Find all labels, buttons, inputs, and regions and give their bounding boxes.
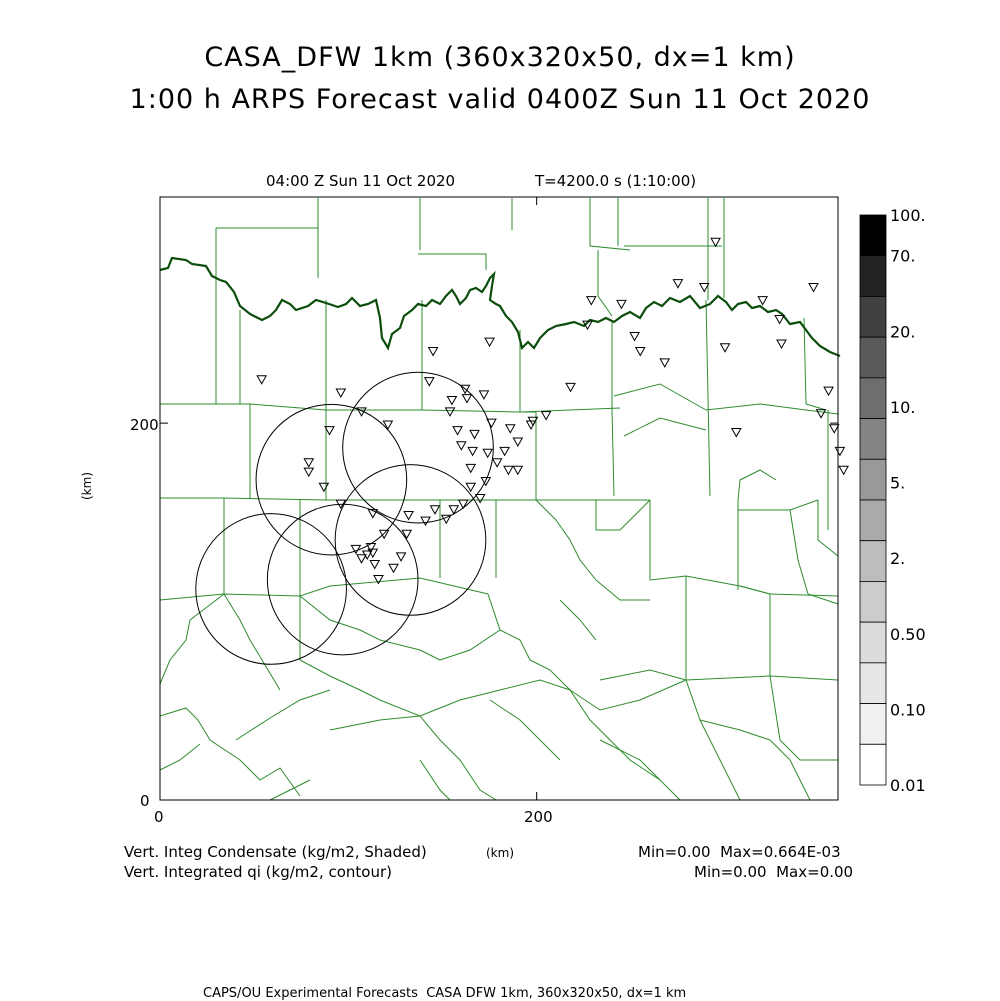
county-line (160, 744, 200, 770)
station-marker-icon (462, 395, 471, 403)
county-line (270, 780, 310, 800)
station-marker-icon (817, 410, 826, 418)
county-line (160, 578, 488, 600)
y-tick-0: 0 (140, 792, 150, 810)
county-line (706, 300, 710, 496)
colorbar-swatch (860, 581, 886, 622)
x-axis-unit: (km) (486, 846, 515, 860)
station-marker-icon (304, 459, 313, 467)
county-line (614, 384, 706, 410)
county-line (330, 716, 420, 730)
station-marker-icon (483, 449, 492, 457)
station-marker-icon (383, 421, 392, 429)
county-line (596, 580, 650, 600)
colorbar-swatch (860, 378, 886, 419)
station-marker-icon (429, 348, 438, 356)
integration-time-label: T=4200.0 s (1:10:00) (535, 172, 697, 190)
station-marker-icon (809, 283, 818, 291)
station-marker-icon (500, 447, 509, 455)
county-line (420, 760, 450, 800)
county-boundaries (160, 198, 838, 800)
county-line (224, 594, 280, 690)
station-marker-icon (485, 338, 494, 346)
colorbar-swatch (860, 256, 886, 297)
station-marker-icon (397, 553, 406, 561)
colorbar-swatch (860, 215, 886, 256)
station-marker-icon (835, 447, 844, 455)
radar-range-ring (335, 465, 486, 616)
colorbar-label: 10. (890, 397, 916, 417)
county-line (490, 700, 560, 760)
colorbar-swatch (860, 296, 886, 337)
colorbar-swatch (860, 663, 886, 704)
station-marker-icon (336, 389, 345, 397)
station-marker-icon (777, 340, 786, 348)
colorbar-swatch (860, 337, 886, 378)
station-marker-icon (430, 506, 439, 514)
x-tick-0: 0 (154, 808, 164, 826)
colorbar-label: 2. (890, 549, 906, 569)
station-marker-icon (660, 359, 669, 367)
county-line (300, 596, 440, 660)
colorbar-swatch (860, 704, 886, 745)
station-marker-icon (636, 348, 645, 356)
x-tick-200: 200 (524, 808, 553, 826)
shaded-field-stats: Min=0.00 Max=0.664E-03 (638, 843, 841, 861)
radar-range-ring (267, 504, 418, 655)
credit-line: CAPS/OU Experimental Forecasts CASA DFW 1km, 360x320x50, dx=1 km (203, 986, 687, 1001)
county-line (686, 576, 740, 800)
station-marker-icon (830, 425, 839, 433)
county-line (300, 660, 496, 800)
station-marker-icon (319, 483, 328, 491)
station-marker-icon (506, 425, 515, 433)
station-marker-icon (711, 238, 720, 246)
county-line (596, 500, 650, 530)
colorbar-swatch (860, 541, 886, 582)
station-marker-icon (476, 495, 485, 503)
county-line (624, 418, 706, 436)
county-line (600, 670, 686, 680)
county-line (418, 254, 486, 270)
station-marker-icon (421, 517, 430, 525)
station-marker-icon (673, 280, 682, 288)
station-marker-icon (404, 511, 413, 519)
county-line (160, 498, 650, 500)
colorbar-label: 100. (890, 206, 926, 225)
station-marker-icon (542, 412, 551, 420)
colorbar-label: 0.01 (890, 776, 926, 795)
county-line (160, 708, 300, 796)
station-marker-icon (839, 466, 848, 474)
station-marker-icon (389, 564, 398, 572)
station-marker-icon (493, 459, 502, 467)
radar-range-ring (196, 514, 347, 665)
county-line (560, 600, 596, 640)
station-marker-icon (513, 438, 522, 446)
county-line (790, 510, 808, 594)
colorbar-label: 70. (890, 246, 916, 266)
station-marker-icon (447, 397, 456, 405)
county-line (440, 630, 500, 660)
station-marker-icon (504, 466, 513, 474)
station-marker-icon (824, 387, 833, 395)
station-marker-icon (257, 376, 266, 384)
station-marker-icon (457, 442, 466, 450)
y-axis-unit: (km) (80, 471, 94, 500)
station-marker-icon (402, 530, 411, 538)
colorbar-swatch (860, 622, 886, 663)
station-marker-icon (466, 464, 475, 472)
county-line (240, 310, 250, 498)
county-line (236, 690, 330, 740)
station-marker-icon (366, 543, 375, 551)
station-marker-icon (368, 549, 377, 557)
station-marker-icon (470, 430, 479, 438)
county-line (420, 680, 570, 716)
station-marker-icon (479, 391, 488, 399)
station-marker-icon (304, 468, 313, 476)
station-marker-icon (566, 383, 575, 391)
county-line (520, 330, 536, 500)
colorbar-swatch (860, 744, 886, 785)
county-line (740, 586, 838, 596)
station-marker-icon (357, 555, 366, 563)
contour-field-stats: Min=0.00 Max=0.00 (694, 863, 854, 881)
county-line (700, 720, 770, 740)
shaded-field-label: Vert. Integ Condensate (kg/m2, Shaded) (124, 843, 427, 861)
county-line (216, 228, 318, 278)
station-marker-icon (446, 408, 455, 416)
colorbar-swatch (860, 459, 886, 500)
station-marker-icon (617, 300, 626, 308)
colorbar-label: 0.10 (890, 700, 926, 720)
county-line (686, 676, 838, 680)
colorbar-label: 0.50 (890, 624, 926, 644)
station-marker-icon (466, 483, 475, 491)
county-line (598, 250, 612, 316)
y-tick-200: 200 (130, 416, 159, 434)
station-marker-icon (732, 429, 741, 437)
oklahoma-texas-state-border (160, 258, 840, 356)
station-marker-icon (513, 466, 522, 474)
station-marker-icon (758, 297, 767, 305)
county-line (770, 740, 810, 800)
station-marker-icon (425, 378, 434, 386)
station-marker-icon (453, 427, 462, 435)
station-marker-icon (468, 447, 477, 455)
colorbar-label: 20. (890, 322, 916, 342)
station-marker-icon (721, 344, 730, 352)
station-marker-icon (587, 297, 596, 305)
county-line (738, 470, 776, 500)
station-marker-icon (630, 332, 639, 340)
station-marker-icon (700, 283, 709, 291)
valid-time-label: 04:00 Z Sun 11 Oct 2020 (266, 172, 456, 190)
plot-title-line1: CASA_DFW 1km (360x320x50, dx=1 km) (204, 42, 796, 73)
contour-field-label: Vert. Integrated qi (kg/m2, contour) (124, 863, 393, 881)
station-marker-icon (370, 560, 379, 568)
station-marker-icon (380, 530, 389, 538)
station-marker-icon (459, 500, 468, 508)
county-line (536, 500, 596, 580)
county-line (738, 500, 818, 510)
plot-title-line2: 1:00 h ARPS Forecast valid 0400Z Sun 11 Oct 2020 (129, 84, 871, 115)
county-line (650, 500, 770, 594)
colorbar (860, 206, 926, 795)
colorbar-swatch (860, 419, 886, 460)
colorbar-swatch (860, 500, 886, 541)
county-line (160, 404, 620, 412)
county-line (570, 680, 686, 710)
colorbar-label: 5. (890, 473, 906, 493)
county-line (590, 198, 630, 250)
